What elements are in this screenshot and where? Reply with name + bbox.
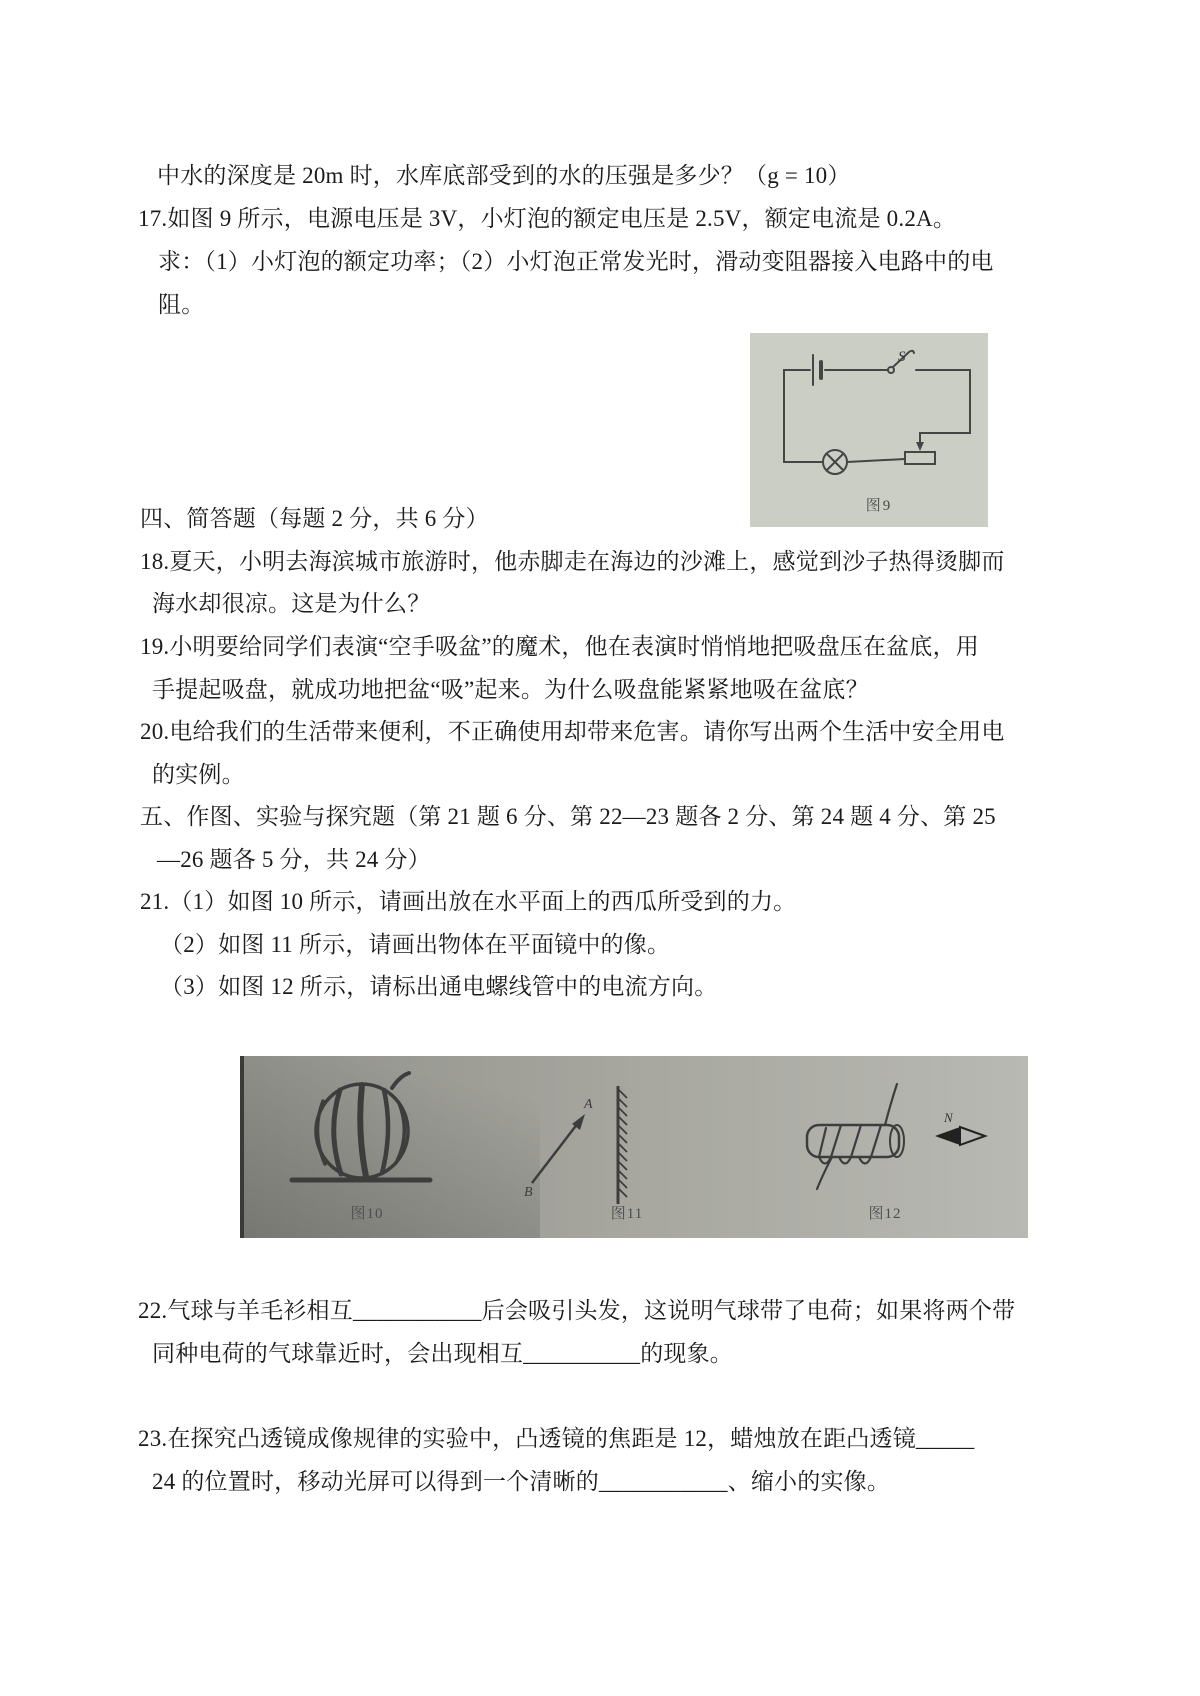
q17-line2: 求：（1）小灯泡的额定功率；（2）小灯泡正常发光时，滑动变阻器接入电路中的电 — [158, 249, 994, 274]
q16-continuation-line: 中水的深度是 20m 时，水库底部受到的水的压强是多少？（g = 10） — [157, 163, 851, 188]
compass-n-label: N — [944, 1110, 953, 1125]
figure12-caption: 图12 — [868, 1206, 902, 1222]
q21-line1: 21.（1）如图 10 所示，请画出放在水平面上的西瓜所受到的力。 — [140, 889, 797, 914]
switch-label: S — [898, 349, 906, 365]
q21-line3: （3）如图 12 所示，请标出通电螺线管中的电流方向。 — [160, 974, 718, 999]
q22-line1: 22.气球与羊毛衫相互___________后会吸引头发，这说明气球带了电荷；如果将两个带 — [138, 1298, 1016, 1323]
figure9-circuit-photo — [750, 333, 988, 527]
q20-line2: 的实例。 — [152, 762, 245, 787]
figure11-caption: 图11 — [610, 1206, 644, 1222]
q17-line1: 17.如图 9 所示，电源电压是 3V，小灯泡的额定电压是 2.5V，额定电流是 0.2A。 — [138, 206, 957, 231]
photo-edge — [240, 1056, 244, 1238]
q20-line1: 20.电给我们的生活带来便利，不正确使用却带来危害。请你写出两个生活中安全用电 — [140, 719, 1005, 744]
photo-shading — [240, 1056, 540, 1238]
q18-line2: 海水却很凉。这是为什么？ — [152, 591, 431, 616]
point-b-label: B — [524, 1185, 533, 1200]
section5-heading-line1: 五、作图、实验与探究题（第 21 题 6 分、第 22—23 题各 2 分、第 24 题 4 分、第 25 — [140, 804, 996, 829]
q22-line2: 同种电荷的气球靠近时，会出现相互__________的现象。 — [152, 1341, 733, 1366]
figure10-caption: 图10 — [350, 1206, 384, 1222]
section4-heading: 四、简答题（每题 2 分，共 6 分） — [140, 506, 489, 531]
figure-strip-photo — [240, 1056, 1028, 1238]
point-a-label: A — [584, 1097, 593, 1112]
q19-line1: 19.小明要给同学们表演“空手吸盆”的魔术，他在表演时悄悄地把吸盘压在盆底，用 — [140, 634, 979, 659]
q23-line1: 23.在探究凸透镜成像规律的实验中，凸透镜的焦距是 12，蜡烛放在距凸透镜_____ — [138, 1426, 975, 1451]
q19-line2: 手提起吸盘，就成功地把盆“吸”起来。为什么吸盘能紧紧地吸在盆底？ — [152, 677, 869, 702]
section5-heading-line2: —26 题各 5 分，共 24 分） — [157, 847, 431, 872]
q21-line2: （2）如图 11 所示，请画出物体在平面镜中的像。 — [160, 932, 671, 957]
q23-line2: 24 的位置时，移动光屏可以得到一个清晰的___________、缩小的实像。 — [152, 1469, 891, 1494]
q18-line1: 18.夏天，小明去海滨城市旅游时，他赤脚走在海边的沙滩上，感觉到沙子热得烫脚而 — [140, 549, 1005, 574]
figure9-caption: 图9 — [865, 498, 893, 514]
q17-line3: 阻。 — [158, 292, 205, 317]
